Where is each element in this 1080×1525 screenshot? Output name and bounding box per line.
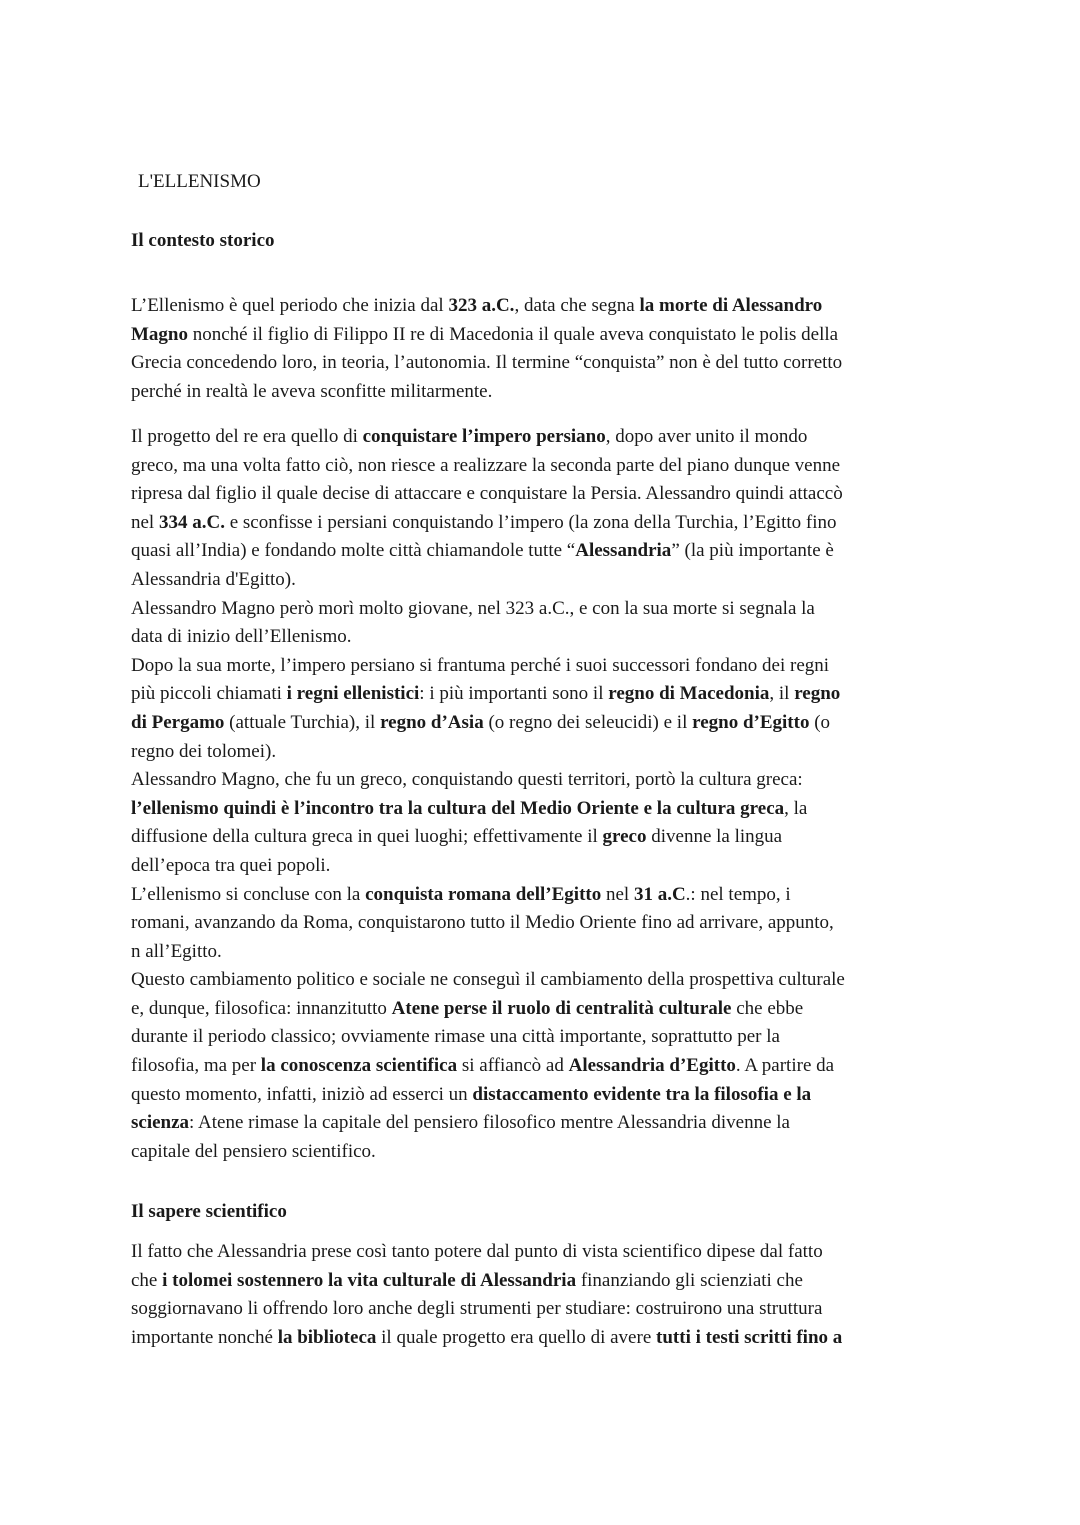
text-run: L’Ellenismo è quel periodo che inizia dal: [131, 295, 449, 316]
text-line: [131, 680, 845, 709]
text-line: [131, 995, 845, 1024]
text-line: [131, 1324, 842, 1353]
bold-text: Alessandria d’Egitto: [568, 1055, 736, 1077]
text-line: [131, 423, 845, 452]
text-run: diffusione della cultura greca in quei luoghi; effettivamente il: [131, 826, 603, 848]
text-run: finanziando gli scienziati che: [576, 1269, 803, 1291]
text-line: [131, 938, 845, 967]
text-run: nel: [601, 883, 634, 905]
text-line: [131, 766, 845, 795]
bold-text: regno d’Egitto: [692, 711, 810, 733]
text-run: (attuale Turchia), il: [224, 711, 381, 733]
text-line: [131, 1138, 845, 1167]
text-run: (o: [809, 711, 831, 733]
bold-text: 323 a.C.: [448, 295, 515, 316]
bold-text: tutti i testi scritti fino a: [656, 1326, 843, 1348]
bold-text: 334 a.C.: [158, 511, 225, 533]
text-run: Il fatto che Alessandria prese così tanto potere dal punto di vista scientifico dipese dal fatto: [131, 1241, 823, 1262]
bold-text: i tolomei sostennero la vita culturale di Alessandria: [162, 1269, 577, 1291]
text-run: capitale del pensiero scientifico.: [131, 1140, 376, 1162]
bold-text: Alessandria: [575, 540, 672, 562]
text-run: , data che segna: [514, 295, 640, 316]
text-run: Questo cambiamento politico e sociale ne conseguì il cambiamento della prospettiva culturale: [131, 969, 845, 991]
text-run: . A partire da: [735, 1055, 835, 1077]
bold-text: la biblioteca: [277, 1326, 377, 1348]
text-run: : i più importanti sono il: [419, 683, 609, 705]
text-line: [131, 852, 845, 881]
text-run: romani, avanzando da Roma, conquistarono tutto il Medio Oriente fino ad arrivare, appunto,: [131, 912, 834, 934]
text-line: [131, 1238, 842, 1267]
document-title: L'ELLENISMO: [138, 171, 261, 192]
text-run: e, dunque, filosofica: innanzitutto: [131, 997, 392, 1019]
text-line: [131, 623, 845, 652]
paragraph-1: [131, 292, 842, 406]
text-line: [131, 823, 845, 852]
bold-text: distaccamento evidente tra la filosofia e la: [472, 1083, 812, 1105]
text-run: ripresa dal figlio il quale decise di attaccare e conquistare la Persia. Alessandro quindi attaccò: [131, 483, 843, 505]
paragraph-3: [131, 1238, 842, 1352]
text-line: [131, 1052, 845, 1081]
text-line: [131, 1023, 845, 1052]
paragraph-2: [131, 423, 845, 1166]
text-run: n all’Egitto.: [131, 940, 222, 962]
bold-text: Atene perse il ruolo di centralità culturale: [391, 997, 732, 1019]
bold-text: greco: [602, 826, 647, 848]
text-line: [131, 566, 845, 595]
text-run: greco, ma una volta fatto ciò, non riesce a realizzare la seconda parte del piano dunque venne: [131, 454, 841, 476]
bold-text: 31 a.C: [633, 883, 686, 905]
text-line: [131, 738, 845, 767]
bold-text: regno: [794, 683, 841, 705]
text-line: [131, 349, 842, 378]
bold-text: conquista romana dell’Egitto: [365, 883, 602, 905]
text-run: Alessandro Magno però morì molto giovane, nel 323 a.C., e con la sua morte si segnala la: [131, 597, 815, 619]
text-run: divenne la lingua: [646, 826, 783, 848]
text-run: importante nonché: [131, 1326, 278, 1348]
text-run: : Atene rimase la capitale del pensiero filosofico mentre Alessandria divenne la: [189, 1112, 790, 1134]
bold-text: regno d’Asia: [380, 711, 484, 733]
text-run: regno dei tolomei).: [131, 740, 277, 762]
text-run: durante il periodo classico; ovviamente rimase una città importante, soprattutto per la: [131, 1026, 780, 1048]
bold-text: conquistare l’impero persiano: [362, 426, 606, 447]
bold-text: l’ellenismo quindi è l’incontro tra la cultura del Medio Oriente e la cultura greca: [131, 797, 785, 819]
text-run: Alessandria d'Egitto).: [131, 568, 296, 590]
text-line: [131, 509, 845, 538]
text-run: nonché il figlio di Filippo II re di Macedonia il quale aveva conquistato le polis della: [188, 323, 839, 345]
text-line: [131, 480, 845, 509]
text-line: [131, 909, 845, 938]
text-line: [131, 652, 845, 681]
bold-text: di Pergamo: [131, 711, 225, 733]
text-run: soggiornavano li offrendo loro anche degli strumenti per studiare: costruirono una struttura: [131, 1298, 823, 1320]
text-line: [131, 452, 845, 481]
text-run: che: [131, 1269, 163, 1291]
text-run: , la: [784, 797, 808, 819]
text-run: filosofia, ma per: [131, 1055, 261, 1077]
text-line: [131, 1109, 845, 1138]
bold-text: scienza: [131, 1112, 190, 1134]
text-line: [131, 795, 845, 824]
text-run: che ebbe: [731, 997, 804, 1019]
text-line: [131, 966, 845, 995]
text-line: [131, 537, 845, 566]
bold-text: i regni ellenistici: [286, 683, 420, 705]
text-run: perché in realtà le aveva sconfitte militarmente.: [131, 380, 493, 402]
text-run: (o regno dei seleucidi) e il: [483, 711, 693, 733]
text-line: [131, 1267, 842, 1296]
section-heading-contesto-storico: Il contesto storico: [131, 230, 275, 251]
text-run: data di inizio dell’Ellenismo.: [131, 626, 352, 648]
text-run: questo momento, infatti, iniziò ad esserci un: [131, 1083, 473, 1105]
text-run: ” (la più importante è: [671, 540, 834, 562]
text-run: L’ellenismo si concluse con la: [131, 883, 366, 905]
text-line: [131, 292, 842, 321]
text-run: più piccoli chiamati: [131, 683, 287, 705]
text-run: Grecia concedendo loro, in teoria, l’autonomia. Il termine “conquista” non è del tutto corretto: [131, 352, 843, 374]
text-run: , il: [769, 683, 795, 705]
section-heading-sapere-scientifico: Il sapere scientifico: [131, 1201, 287, 1222]
text-line: [131, 709, 845, 738]
text-line: [131, 881, 845, 910]
text-run: il quale progetto era quello di avere: [376, 1326, 657, 1348]
text-line: [131, 378, 842, 407]
text-run: e sconfisse i persiani conquistando l’impero (la zona della Turchia, l’Egitto fino: [224, 511, 837, 533]
bold-text: la morte di Alessandro: [639, 295, 823, 316]
text-line: [131, 1295, 842, 1324]
text-run: quasi all’India) e fondando molte città chiamandole tutte “: [131, 540, 576, 562]
text-line: [131, 321, 842, 350]
text-run: Dopo la sua morte, l’impero persiano si frantuma perché i suoi successori fondano dei regni: [131, 654, 830, 676]
text-line: [131, 595, 845, 624]
bold-text: la conoscenza scientifica: [260, 1055, 458, 1077]
text-run: si affiancò ad: [457, 1055, 569, 1077]
text-run: dell’epoca tra quei popoli.: [131, 854, 331, 876]
text-run: .: nel tempo, i: [685, 883, 791, 905]
bold-text: Magno: [131, 323, 188, 345]
text-line: [131, 1081, 845, 1110]
text-run: nel: [131, 511, 159, 533]
text-run: Alessandro Magno, che fu un greco, conquistando questi territori, portò la cultura greca:: [131, 769, 803, 791]
text-run: , dopo aver unito il mondo: [605, 426, 808, 447]
bold-text: regno di Macedonia: [608, 683, 770, 705]
text-run: Il progetto del re era quello di: [131, 426, 363, 447]
